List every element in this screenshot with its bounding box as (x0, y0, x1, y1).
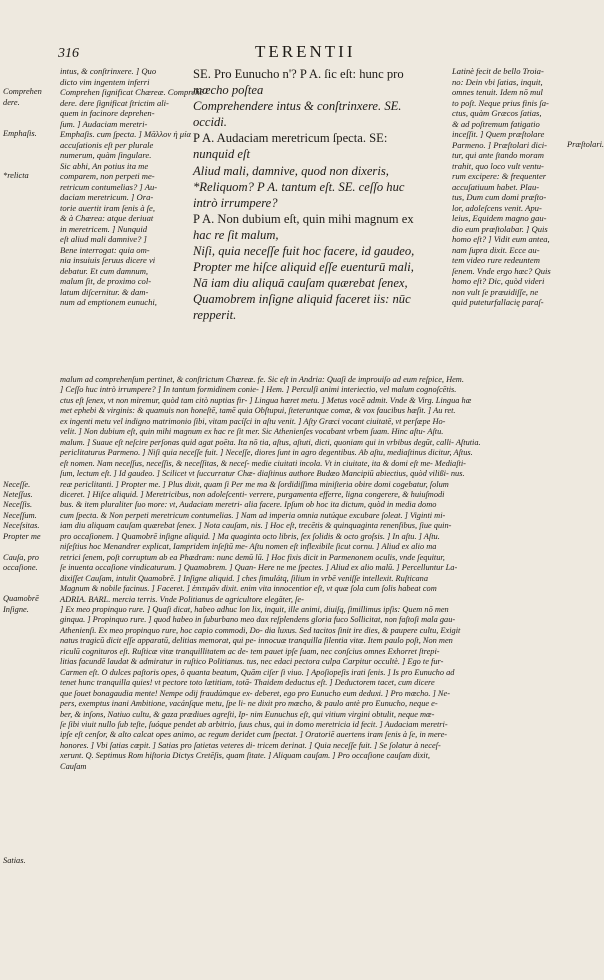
commentary-line: accuſationis eſt per plurale (60, 139, 154, 150)
commentary-line: in meretricem. ] Nunquid (60, 223, 148, 234)
commentary-line: Athenienſi. Ex meo propinquo rure, hoc capio commodi, Do- dia luxus. Sed tacitos ſinit ire dies, & paupere cultu, Exigit (60, 625, 461, 635)
commentary-line: num ad emptionem eunuchi, (60, 297, 157, 307)
commentary-line: ctus, quàm Græcos ſatias, (452, 108, 542, 118)
page-number: 316 (58, 46, 79, 61)
commentary-line: eſt aliud mali damnive? ] (60, 234, 147, 244)
verse-line: P A. Non dubium eſt, quin mihi magnum ex (193, 211, 414, 226)
commentary-line: natus tragicū dicit eſſe apparatū, delitias memorat, qui pe- innocuæ tranquilla ſilentia vitæ. Item paulo poſt, Non men (60, 636, 453, 646)
commentary-line: pers, exemptus inani Ambitione, vacánſque metu, ſpe li- ne dixit pro mœcho, & paulo antè pro Eunucho, neque e- (60, 699, 438, 709)
verse-line: occidi. (193, 115, 227, 130)
verse-line: Aliud mali, damnive, quod non dixeris, (193, 163, 389, 178)
verse-line: *Reliquom? P A. tantum eſt. SE. ceſſo huc (193, 179, 405, 194)
commentary-line: ] Ceſſo huc intrò irrumpere? ] In tantum formidinem conie- ] Hem. ] Perculſi animi interiectio, vel malum cognoſcētis. (60, 385, 457, 395)
commentary-line: Latinè fecit de bello Troia- (452, 66, 544, 76)
commentary-line: accuſatiuum habet. Plau- (452, 181, 540, 192)
verse-line: nunquid eſt (193, 147, 251, 162)
verse-line: Propter me hiſce aliquid eſſe euenturū mali, (193, 260, 414, 275)
verse-line: intrò irrumpere? (193, 195, 278, 210)
commentary-line: cum ſpecta. & Non perpeti meretricum contumelias. ] Nam ad imperia omnia nutúque excubare ſoleat. ] Viginti mi- (60, 510, 446, 520)
marginal-note: Propter me (3, 531, 41, 541)
verse-line: Comprehendere intus & conſtrinxere. SE. (193, 99, 402, 114)
commentary-line: riculū cognituros eſt. Ruſticæ vitæ tranquillitatem ac de- tem pauet ipſe ſuam, nec conſcius omnes Exhorret ſtrepi- (60, 646, 440, 656)
commentary-line: diceret. ] Hiſce aliquid. ] Meretricibus, non adoleſcenti- verrere, purgamenta efferre, ligna congerere, & huiuſmodi (60, 489, 445, 499)
verse-line: hac re ſit malum, (193, 227, 279, 242)
commentary-line: bus. & item pluraliter ſuo more: vt, Audaciam meretri- alia facere. Ipſum ob hoc ita dictum, quòd in media domo (60, 500, 437, 510)
commentary-line: retricum contumelias? ] Au- (60, 181, 158, 192)
commentary-line: que ſouet bonagaudia mente! Nempe odij fraudúmque ex- deberet, ego pro Eunucho eum deduxi. ] Pro mœcho. ] Ne- (60, 688, 450, 698)
verse-line: Nā iam diu aliquā cauſam quærebat ſenex, (193, 276, 408, 291)
commentary-line: inceſſit. ] Quem præſtolare (452, 129, 545, 139)
commentary-line: quem in facinore deprehen- (60, 108, 155, 118)
commentary-line: omnes tenuit. Idem nō mul (452, 87, 543, 97)
marginal-note: Neceſſum. (3, 510, 37, 520)
commentary-line: & ad poſtremum fatigatio (452, 118, 540, 129)
commentary-line: dixiſſet Cauſam, intulit Quamobrē. ] Inſigne aliquid. ] ches ſimulátq, ſilium in vrbē veniſſe intellexit. Ruſticana (60, 573, 429, 583)
right-marginalia (566, 0, 604, 980)
commentary-line: latum diſcernitur. & dam- (60, 286, 149, 297)
commentary-line: malum. ] Suaue eſt neſcire perſonas quid agat poēta. Ita nō tia, aſtus, aſtuti, dicti, quoniam qui in vrbibus degūt, calli- Aſtutia. (60, 437, 481, 447)
commentary-body (60, 375, 566, 772)
commentary-line: torie auertit iram ſenis à ſe, (60, 202, 156, 213)
marginal-note: Quamobrē (3, 594, 39, 604)
commentary-line: ſe inuenta occaſione vindicaturum. ] Quamobrem. ] Quan- Here ne me ſpectes. ] Aliud ex alio malū. ] Percelluntur La- (60, 563, 458, 573)
commentary-line: ſenem. Vnde ergo hæc? Quis (452, 265, 551, 276)
commentary-line: daciam meretricum. ] Ora- (60, 192, 154, 202)
commentary-line: trahit, quo loco vult ventu- (452, 160, 544, 171)
commentary-line: Parmeno. ] Præſtolari dici- (452, 139, 548, 150)
commentary-line: Sic abhi, An potius ita me (60, 160, 149, 171)
commentary-line: ginqua. ] Propinquo rure. ] quod habeo in ſuburbano meo dax reſplendens gloria fuco Sollicitat, non faſtoſi mala gau- (60, 615, 456, 625)
marginal-note: Inſigne. (3, 604, 29, 614)
commentary-line: tur, qui ante ſtando moram (452, 150, 544, 160)
commentary-line: no: Dein vbi ſatias, inquit, (452, 76, 543, 87)
commentary-line: non vult ſe præuidiſſe, ne (452, 286, 539, 297)
commentary-line: ADRIA. BARL. mercia terris. Vnde Politianus de agricultore elegāter, ſe- (60, 594, 304, 604)
commentary-line: Carmen eſt. O dulces paſtoris opes, ô quanta beatum, Quām ciſer ſi viuo. ] Apoſiopeſis irati ſenis. ] Is pro Eunucho ad (60, 667, 455, 677)
verse-line: P A. Audaciam meretricum ſpecta. SE: (193, 131, 388, 146)
commentary-line: dere. dere ſignificat ſtrictim ali- (60, 97, 169, 108)
commentary-line: ipſe eſt cenſor, & alto calcat opes animo, ac regum deridet cum ſpectat. ] Oratoriē auertens iram ſenis à ſe, in mere- (60, 730, 448, 740)
commentary-line: dio eum præſtolabar. ] Quis (452, 223, 548, 234)
commentary-line: numerum, quàm ſingulare. (60, 150, 152, 160)
commentary-line: reæ periclitanti. ] Propter me. ] Plus dixit, quam ſi Per me ma & ſordidiſſima miniſteria obire domi cogebatur, ſolum (60, 479, 449, 489)
commentary-line: malum ad comprehenſum pertinet, & conſtrictum Chæreæ. fe. Sic eſt in Andria: Quaſi de improuiſo ad eum reſpice, Hem. (60, 375, 464, 384)
commentary-line: dicto vim ingentem inferri (60, 76, 150, 87)
marginal-note: Neteſſus. (3, 489, 33, 499)
commentary-line: nia insuiuis ſeruus dicere vi (60, 255, 156, 265)
marginal-note: occaſione. (3, 563, 38, 573)
marginal-note: Neceſſe. (3, 479, 31, 489)
commentary-line: ex ingenti metu vel indigno matrimonio ſibi, vitam pacíſci in aſtu venit. ] Aſty Græci vocant ciuitatē, vt perſæpe Ho- (60, 416, 446, 426)
marginal-note: Emphaſis. (3, 129, 37, 138)
right-commentary-column (452, 66, 566, 308)
marginal-note: dere. (3, 97, 20, 107)
left-marginalia (0, 0, 58, 980)
commentary-line: ſum. ] Audaciam meretri- (60, 118, 148, 129)
marginal-note: *relicta (3, 171, 29, 180)
commentary-line: ſe ſibi viuit nullo ſub teſte, ſuóque pendet ab arbitrio, ſuus chus, qui in domo meretricia id fecit. ] Audaciam meretri- (60, 719, 448, 729)
commentary-line: quid puteturfallacię paraſ- (452, 297, 544, 307)
commentary-line: niſeſtius hoc Menandrer explicat, Iampridem inſeſtū me- Aſtu nomen eſt inflexibile ſicut cornu. ] Aliud ex alio ma (60, 542, 437, 552)
running-head: TERENTII (255, 42, 356, 61)
commentary-line: homo eſt? ] Vidit eum antea, (452, 234, 550, 244)
marginal-note: Neceſsitas. (3, 521, 40, 531)
commentary-line: honores. ] Vbi ſatias cœpit. ] Satias pro ſatietas veteres di- tricem derinat. ] Quia neceſſe fuit. ] Se ſolatur à neceſ- (60, 740, 441, 750)
commentary-line: nam ſupra dixit. Ecce au- (452, 244, 540, 255)
commentary-line: Magnum & nobile facinus. ] Faceret. ] ἐπιτιμᾶν dixit. enim vita innocentior eſt, vt quæ ſola cum ſolis habeat com (60, 584, 437, 594)
verse-line: repperit. (193, 308, 237, 323)
marginal-note: Comprehen (3, 87, 42, 96)
commentary-line: retrici ſenem, poſt corruptum ab ea Phædram: nunc demū lū. ] Hoc fixis dicit in Parmenonem oculis, vnde ſequitur, (60, 552, 445, 562)
commentary-line: litias facundē laudat & admiratur in ruſtico Politianus. tus, nec edaci pectora culpa Carpitur occultè. ] Ego te fur- (60, 657, 444, 667)
commentary-line: Emphaſis. cum ſpecta. ] Μᾶλλον ἡ μία (60, 129, 192, 139)
marginal-note: Præſtolari. (567, 139, 604, 149)
commentary-line: ctus eſt ſenex, vt non miremur, quòd tam citò nuptias fir- ] Lingua hæret metu. ] Metus vocē admit. Vnde & Virg. Lingua hæ (60, 395, 472, 405)
commentary-line: eſt nomen. Nam neceſſus, neceſſis, & neceſſitas, & neceſ- medie ciuitati incola. Vt in ciuitate, ita & domi eſt me- Mediaſti- (60, 458, 466, 468)
left-commentary-column (60, 66, 204, 308)
commentary-line: Comprehen ſignificat Chæreæ. Comprehē (60, 87, 204, 97)
commentary-line: homo eſt? Dic, quòd videri (452, 276, 545, 286)
play-text-column (193, 66, 449, 324)
commentary-line: tus, Dum cum domi præſto- (452, 192, 547, 202)
marginal-note: Neceſſis. (3, 500, 33, 510)
marginal-note: Cauſa, pro (3, 552, 39, 562)
commentary-line: Bene interrogat: quia om- (60, 244, 150, 255)
verse-line: Quamobrem inſigne aliquid faceret iis: nūc (193, 292, 411, 307)
commentary-line: velit. ] Non dubium eſt, quin mihi magnum ex hac re ſit mer. Sic Athenienſes vocabant vrbem ſuam. Hinc aſtu- Aſtu. (60, 427, 444, 437)
commentary-line: periclitaturus Parmeno. ] Niſi quia neceſſe fuit. ] Neceſſe, diores ſunt in agro degentibus. Ab aſtu, mediaſtinus dicitur, Aſtus. (60, 448, 473, 458)
verse-line: SE. Pro Eunucho n'? P A. ſic eſt: hunc pro (193, 67, 404, 81)
commentary-line: ] Ex meo propinquo rure. ] Quaſi dicat, habeo adhuc lon lix, inquit, ille animi, diuiſq, ſimillimus ipſis: Quem nō men (60, 604, 449, 614)
commentary-line: lor, adoleſcens venit. Apu- (452, 202, 542, 213)
commentary-line: to poſt. Neque prius finis ſa- (452, 97, 549, 108)
commentary-line: xerunt. Q. Septimus Rom hiſtoria Dictys Cretēſis, quam ſitate. ] Aliquam cauſam. ] Pro occaſione cauſam dixit, (60, 751, 431, 761)
commentary-line: ber, & inſons, Natiuo cultu, & gaza prædiues agreſti, Ip- nim Eunuchus eſt, qui vitium virgini obtulit, neque mœ- (60, 709, 435, 719)
commentary-line: rum excipere: & frequenter (452, 171, 547, 181)
commentary-line: pro occaſionem. ] Quamobrē inſigne aliquid. ] Ma quaginta octo libris, ſex ſolidis & octo groſsis. ] In aſtu. ] Aſtu. (60, 531, 440, 541)
commentary-line: intus, & conſtrinxere. ] Quo (60, 66, 157, 76)
commentary-line: malum ſit, de proximo col- (60, 276, 152, 286)
marginal-note: Satias. (3, 855, 26, 865)
commentary-line: tenet hunc tranquilla quies! vt pectore toto lætitiam, totā- Thaidem deductus eſt. ] Deductorem tacet, cum dicere (60, 678, 435, 688)
commentary-line: debatur. Et cum damnum, (60, 265, 149, 276)
commentary-line: tem video rure redeuntem (452, 255, 540, 265)
commentary-line: ſum, lectum eſt. ] Id gaudeo. ] Scilicet vt ſuccurratur Chæ- diaſtinus authore Budæo Mancipiū abiectius, quòd vilißi- nus. (60, 469, 465, 479)
commentary-line: leius, Equidem magno gau- (452, 213, 547, 223)
verse-line: mœcho poſtea (193, 83, 264, 98)
commentary-line: Cauſam (60, 761, 87, 771)
commentary-line: & à Chærea: atque deriuat (60, 213, 154, 223)
commentary-line: met ephebi & virginis: & quamuis non honeſtē, tamē quia Obſtupui, ſteteruntque comæ, & vox faucibus hæſit. ] Au ret. (60, 406, 456, 416)
commentary-line: iam diu aliquam cauſam quærebat ſenex. ] Nota cauſam, nis. ] Hoc eſt, trecētis & quinquaginta renenſibus, ſiue quin- (60, 521, 452, 531)
verse-line: Niſi, quia neceſſe fuit hoc facere, id gaudeo, (193, 244, 415, 259)
commentary-line: comparem, non perpeti me- (60, 171, 155, 181)
